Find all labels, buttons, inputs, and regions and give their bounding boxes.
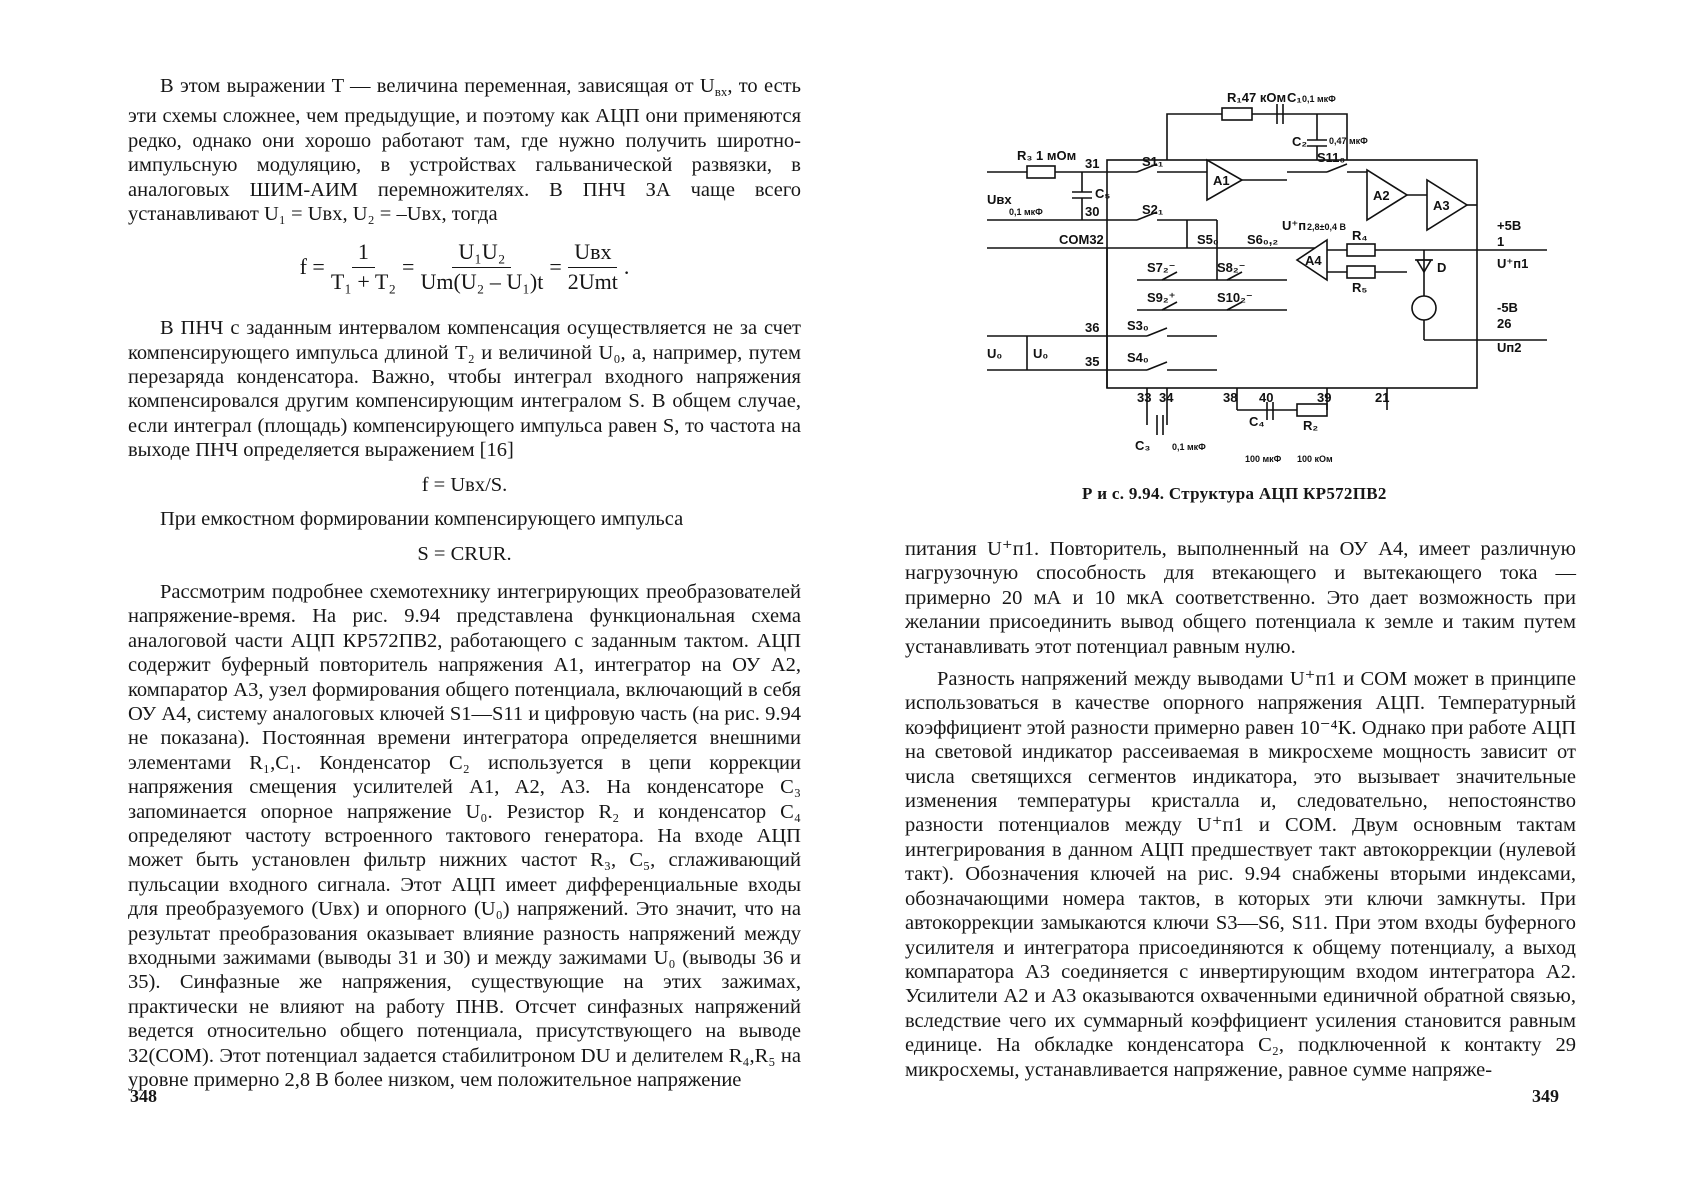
pin-30: 30	[1085, 204, 1100, 219]
frac-num: Uвх	[568, 240, 617, 267]
label-r4: R₄	[1352, 228, 1368, 243]
frac-den: 2Umt	[567, 268, 618, 294]
switch-s6: S6₀,₂	[1247, 232, 1279, 247]
switch-s2: S2₁	[1142, 202, 1164, 217]
switch-s11: S11₀	[1317, 150, 1346, 165]
label-r1: R₁47 кОм	[1227, 90, 1287, 105]
pin-33: 33	[1137, 390, 1152, 405]
page-number: 349	[1532, 1086, 1559, 1106]
switch-s1: S1₁	[1142, 154, 1164, 169]
label-c4: C₄	[1249, 414, 1265, 429]
right-text-column	[905, 537, 1576, 1082]
eq-sign: =	[549, 254, 562, 280]
eq1-lhs: f =	[299, 254, 325, 280]
eq-sign: =	[402, 254, 415, 280]
pin-35: 35	[1085, 354, 1100, 369]
label-un: U⁺п	[1282, 218, 1307, 233]
eq1-frac2	[420, 240, 543, 294]
pin-38: 38	[1223, 390, 1238, 405]
switch-s3: S3₀	[1127, 318, 1149, 333]
label-minus5: -5В	[1497, 300, 1518, 315]
label-r2: R₂	[1303, 418, 1319, 433]
left-paragraph-3: При емкостном формировании компенсирующего импульса	[160, 508, 684, 531]
pin-31: 31	[1085, 156, 1100, 171]
label-r2v: 100 кОм	[1297, 454, 1333, 464]
left-text-column	[128, 74, 801, 1092]
frac-den: Um(U₂ – U₁)t	[420, 268, 544, 294]
left-paragraph-2: В ПНЧ с заданным интервалом компенсация осуществляется не за счет компенсирующего импульса длиной T₂ и величиной U₀, а, например, путем перезаряда конденсатора. Важно, чтобы интеграл входного напряжения компенсировался другим компенсирующим интегралом S. В общем случае, если интеграл (площадь) компенсирующего импульса равен S, то частота на выходе ПНЧ определяется выражением [16]	[128, 317, 801, 462]
p1-b: , то есть эти схемы сложнее, чем предыдущие, и поэтому как АЦП они применяются редко, однако они хорошо работают там, где нужно получить широтно-импульсную модуляцию, в устройствах гальванической развязки, в аналоговых ШИМ-АИМ перемножителях. В ПНЧ ЗА чаще всего устанавливают	[128, 75, 801, 226]
left-paragraph-4: Рассмотрим подробнее схемотехнику интегрирующих преобразователей напряжение-время. На рис. 9.94 представлена функциональная схема аналоговой части АЦП КР572ПВ2, работающего с заданным тактом. АЦП содержит буферный повторитель напряжения A1, интегратор на ОУ A2, компаратор A3, узел формирования общего потенциала, включающий в себя ОУ A4, систему аналоговых ключей S1—S11 и цифровую часть (на рис. 9.94 не показана). Постоянная времени интегратора определяется внешними элементами R₁,C₁. Конденсатор C₂ используется в цепи коррекции напряжения смещения усилителей A1, A2, A3. На конденсаторе C₃ запоминается опорное напряжение U₀. Резистор R₂ и конденсатор C₄ определяют частоту встроенного тактового генератора. На входе АЦП может быть установлен фильтр нижних частот R₃, C₅, сглаживающий пульсации входного сигнала. Этот АЦП имеет дифференциальные входы для преобразуемого (Uвх) и опорного (U₀) напряжений. Это значит, что на результат преобразования оказывает влияние разность напряжений между входными зажимами (выводы 31 и 30) и между зажимами U₀ (выводы 36 и 35). Синфазные же напряжения, существующие на этих зажимах, практически не влияют на работу ПНВ. Отсчет синфазных напряжений ведется относительно общего потенциала, присутствующего на выводе 32(COM). Этот потенциал задается стабилитроном DU и делителем R₄,R₅ на уровне примерно 2,8 В более низком, чем положительное напряжение	[128, 580, 801, 1092]
switch-s9: S9₂⁺	[1147, 290, 1176, 305]
label-u0b: U₀	[1033, 346, 1049, 361]
label-c1: C₁	[1287, 90, 1302, 105]
equation-1	[128, 240, 801, 294]
amp-a4: A4	[1305, 253, 1322, 268]
frac-num: U₁U₂	[452, 240, 511, 267]
right-paragraph-1: питания U⁺п1. Повторитель, выполненный на ОУ A4, имеет различную нагрузочную способность для втекающего и вытекающего тока — примерно 20 мА и 10 мкА соответственно. Это дает возможность при желании присоединить вывод общего потенциала к земле и таким путем устанавливать этот потенциал равным нулю.	[905, 538, 1576, 658]
p1-a: В этом выражении T — величина переменная, зависящая от U	[160, 75, 715, 97]
label-c5: C₅	[1095, 186, 1111, 201]
label-r3: R₃ 1 мОм	[1017, 148, 1077, 163]
label-pin1: 1	[1497, 234, 1505, 249]
switch-s8: S8₂⁻	[1217, 260, 1246, 275]
frac-num: 1	[352, 240, 375, 267]
label-c2: C₂	[1292, 134, 1308, 149]
eq1-frac3	[568, 240, 618, 294]
label-plus5: +5В	[1497, 218, 1522, 233]
amp-a2: A2	[1373, 188, 1390, 203]
switch-s10: S10₂⁻	[1217, 290, 1253, 305]
equation-2: f = Uвх/S.	[421, 473, 508, 496]
pin-36: 36	[1085, 320, 1100, 335]
switch-s5: S5₀	[1197, 232, 1219, 247]
label-c3: C₃	[1135, 438, 1151, 453]
right-page	[842, 0, 1683, 1191]
label-pin26: 26	[1497, 316, 1512, 331]
pin-34: 34	[1159, 390, 1174, 405]
right-paragraph-2: Разность напряжений между выводами U⁺п1 и COM может в принципе использоваться в качестве опорного напряжения АЦП. Температурный коэффициент этой разности примерно равен 10⁻⁴К. Однако при работе АЦП на световой индикатор рассеиваемая в микросхеме мощность зависит от числа светящихся сегментов индикатора, это вызывает значительные изменения температуры кристалла и, следовательно, непостоянство разности потенциалов между U⁺п1 и COM. Двум основным тактам интегрирования в данном АЦП предшествует такт автокоррекции (нулевой такт). Обозначения ключей на рис. 9.94 снабжены вторыми индексами, обозначающими номера тактов, в которых эти ключи замкнуты. При автокоррекции замыкаются ключи S3—S6, S11. При этом входы буферного усилителя и интегратора присоединяются к общему потенциалу, а выход компаратора A3 соединяется с инвертирующим входом интегратора A2. Усилители A2 и A3 оказываются охваченными единичной обратной связью, вследствие чего их суммарный коэффициент усиления становится равным единице. На обкладке конденсатора C₂, подключенной к контакту 29 микросхемы, устанавливается напряжение, равное сумме напряже-	[905, 668, 1576, 1081]
eq1-frac1	[331, 240, 396, 294]
label-un2: Uп2	[1497, 340, 1522, 355]
switch-s4: S4₀	[1127, 350, 1149, 365]
circuit-diagram	[987, 80, 1547, 470]
frac-den: T₁ + T₂	[330, 268, 397, 294]
p1-sub: вх	[714, 84, 728, 99]
equation-3: S = CRUR.	[417, 542, 512, 565]
label-un1: U⁺п1	[1497, 256, 1529, 271]
pin-21: 21	[1375, 390, 1390, 405]
label-u0: U₀	[987, 346, 1003, 361]
switch-s7: S7₂⁻	[1147, 260, 1176, 275]
label-c2v: 0,47 мкФ	[1329, 136, 1368, 146]
amp-a1: A1	[1213, 173, 1230, 188]
amp-a3: A3	[1433, 198, 1450, 213]
label-unv: 2,8±0,4 В	[1307, 222, 1346, 232]
label-du: D	[1437, 260, 1447, 275]
pin-32: COM32	[1059, 232, 1104, 247]
eq-dot: .	[623, 254, 630, 280]
p1-tail: U₁ = Uвх, U₂ = –Uвх, тогда	[263, 203, 498, 226]
left-paragraph-1	[128, 74, 801, 226]
label-c5v: 0,1 мкФ	[1009, 207, 1043, 217]
label-uvx: Uвх	[987, 192, 1012, 207]
label-r5: R₅	[1352, 280, 1368, 295]
label-c4v: 100 мкФ	[1245, 454, 1282, 464]
label-c3v: 0,1 мкФ	[1172, 442, 1206, 452]
label-c1v: 0,1 мкФ	[1302, 94, 1336, 104]
page-number: 348	[130, 1086, 157, 1106]
pin-40: 40	[1259, 390, 1274, 405]
figure-caption: Р и с. 9.94. Структура АЦП КР572ПВ2	[1082, 484, 1387, 503]
pin-39: 39	[1317, 390, 1332, 405]
